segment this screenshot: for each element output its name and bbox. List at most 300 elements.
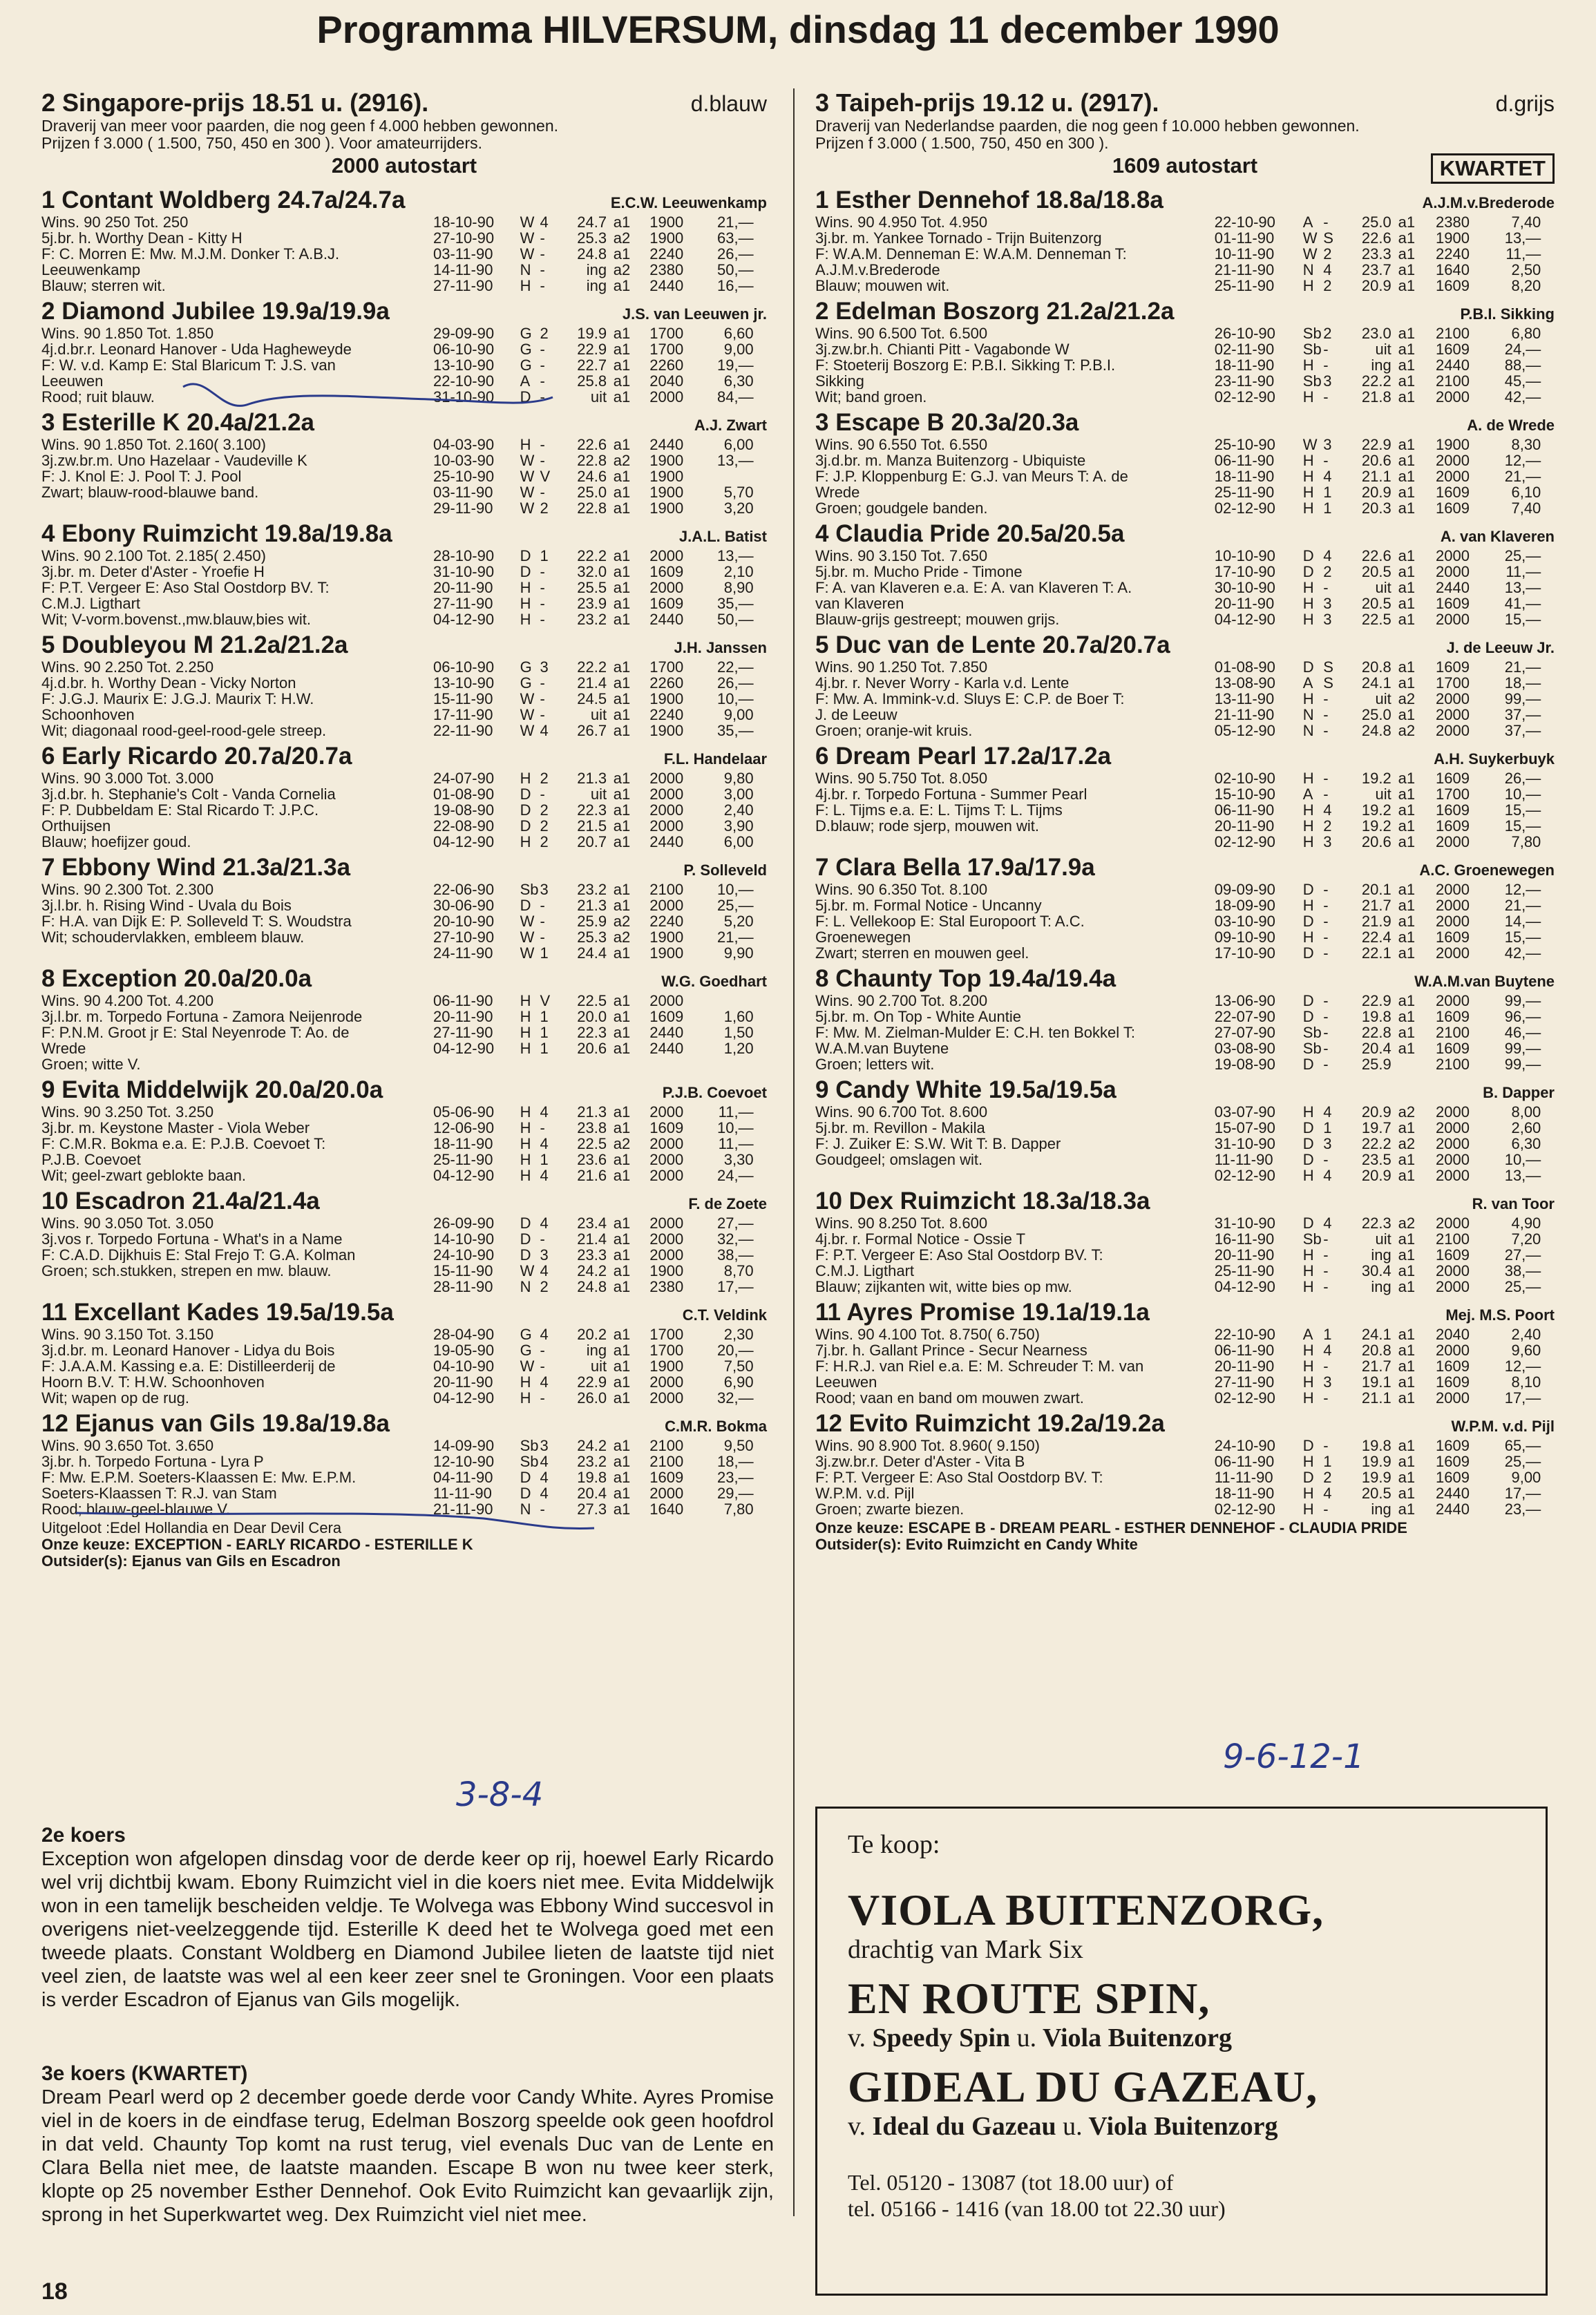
- run-place: 2: [1323, 563, 1332, 580]
- form-row: [1215, 389, 1555, 405]
- run-start: a1: [1398, 1469, 1416, 1486]
- run-date: 28-10-90: [433, 547, 495, 564]
- run-odds: [683, 468, 753, 484]
- horse-name: 10 Escadron 21.4a/21.4a: [41, 1188, 320, 1214]
- form-row: [433, 1342, 767, 1358]
- run-track: D: [1302, 563, 1314, 580]
- horse-info-line: A.J.M.v.Brederode: [815, 262, 940, 278]
- run-odds: 6,00: [723, 436, 754, 453]
- run-start: a1: [1398, 1262, 1416, 1279]
- run-start: a1: [613, 770, 631, 787]
- run-distance: 2100: [1435, 1056, 1470, 1073]
- run-date: 24-07-90: [433, 770, 495, 787]
- run-time: 19.2: [1361, 801, 1391, 819]
- run-start: a1: [1398, 770, 1416, 787]
- run-track: H: [1302, 1342, 1314, 1359]
- form-row: [1215, 452, 1555, 468]
- horse-trainer: E.C.W. Leeuwenkamp: [610, 194, 767, 211]
- run-start: a1: [1398, 1342, 1416, 1359]
- run-distance: 1609: [1435, 817, 1470, 835]
- run-start: a1: [1398, 1246, 1416, 1264]
- run-date: 19-08-90: [1214, 1056, 1275, 1073]
- run-place: 2: [1323, 325, 1332, 342]
- form-row: [433, 1263, 767, 1279]
- run-start: a1: [1398, 452, 1416, 469]
- form-row: [433, 818, 767, 834]
- run-distance: 1900: [1435, 229, 1470, 247]
- run-date: 26-09-90: [433, 1214, 495, 1232]
- run-odds: 6,80: [1511, 325, 1541, 342]
- run-distance: 2000: [1435, 944, 1470, 962]
- run-start: a1: [1398, 579, 1416, 596]
- horse-info: [41, 214, 433, 294]
- run-track: N: [1302, 722, 1314, 739]
- run-odds: 9,90: [723, 944, 754, 962]
- run-distance: 2000: [1435, 722, 1470, 739]
- run-distance: 2100: [1435, 325, 1470, 342]
- run-track: H: [1302, 817, 1314, 835]
- run-date: 26-10-90: [1214, 325, 1275, 342]
- run-time: 19.7: [1361, 1119, 1391, 1136]
- run-date: 27-10-90: [433, 229, 495, 247]
- horse-info-line: Leeuwenkamp: [41, 262, 141, 278]
- run-start: a1: [1398, 817, 1416, 835]
- form-row: [1215, 1025, 1555, 1040]
- run-track: D: [1302, 913, 1314, 930]
- run-place: 2: [540, 770, 549, 787]
- run-distance: 1609: [1435, 1469, 1470, 1486]
- run-time: 22.6: [1361, 547, 1391, 564]
- horse-header: [41, 1299, 767, 1326]
- run-track: H: [1302, 1278, 1314, 1295]
- run-distance: 2000: [649, 388, 684, 406]
- run-start: a1: [613, 277, 631, 294]
- run-track: H: [520, 1151, 531, 1168]
- run-place: 4: [1323, 1485, 1332, 1502]
- horse-info-line: F: A. van Klaveren e.a. E: A. van Klaveren T: A.: [815, 580, 1132, 596]
- horse-trainer: A.J.M.v.Brederode: [1422, 194, 1555, 211]
- horse-trainer: J. de Leeuw Jr.: [1446, 639, 1555, 656]
- form-row: [1215, 897, 1555, 913]
- run-odds: 7,40: [1511, 499, 1541, 517]
- run-date: 04-12-90: [433, 1389, 495, 1407]
- run-distance: 2000: [649, 1214, 684, 1232]
- run-odds: 7,80: [723, 1501, 754, 1518]
- form-row: [433, 611, 767, 627]
- run-time: 22.8: [1361, 1024, 1391, 1041]
- form-row: [433, 1009, 767, 1025]
- horse-name: 5 Doubleyou M 21.2a/21.2a: [41, 631, 348, 658]
- run-date: 18-11-90: [1214, 468, 1275, 485]
- form-row: [433, 1390, 767, 1406]
- run-track: G: [520, 356, 532, 374]
- run-time: uit: [590, 706, 607, 723]
- horse-info: [815, 770, 1215, 850]
- run-track: H: [520, 611, 531, 628]
- run-distance: 1900: [649, 944, 684, 962]
- horse-trainer: B. Dapper: [1483, 1084, 1555, 1101]
- run-date: 06-10-90: [433, 658, 495, 676]
- horse-form-table: [1215, 1438, 1555, 1517]
- run-place: 3: [540, 1246, 549, 1264]
- run-time: 22.3: [577, 801, 607, 819]
- form-row: [1215, 500, 1555, 516]
- page-number: 18: [41, 2278, 68, 2305]
- horse-form-table: [433, 659, 767, 739]
- run-track: G: [520, 325, 532, 342]
- run-place: 1: [1323, 1453, 1332, 1470]
- horse-header: [815, 631, 1555, 659]
- run-time: 23.9: [577, 595, 607, 612]
- run-odds: 26,—: [717, 674, 754, 692]
- form-row: [1215, 1120, 1555, 1136]
- form-row: [433, 1326, 767, 1342]
- run-time: 21.3: [577, 897, 607, 914]
- run-date: 25-11-90: [1214, 1262, 1275, 1279]
- horse-info-line: Schoonhoven: [41, 707, 135, 723]
- horse-form-table: [1215, 770, 1555, 850]
- run-place: 4: [540, 1373, 549, 1391]
- run-time: 20.2: [577, 1326, 607, 1343]
- horse-name: 1 Contant Woldberg 24.7a/24.7a: [41, 187, 406, 213]
- horse-form-table: [433, 1215, 767, 1295]
- horse-trainer: W.P.M. v.d. Pijl: [1451, 1418, 1555, 1435]
- horse-entry: [41, 1188, 767, 1295]
- run-date: 01-08-90: [433, 785, 495, 803]
- run-start: a1: [1398, 1278, 1416, 1295]
- run-start: a1: [613, 595, 631, 612]
- horse-info-line: Groen; oranje-wit kruis.: [815, 723, 973, 739]
- run-odds: 37,—: [1504, 722, 1541, 739]
- horse-info-line: F: C. Morren E: Mw. M.J.M. Donker T: A.B.J.: [41, 246, 340, 262]
- horse-info: [41, 1104, 433, 1183]
- run-distance: 1609: [1435, 499, 1470, 517]
- form-row: [1215, 1104, 1555, 1120]
- horse-body: [815, 325, 1555, 405]
- run-time: 26.0: [577, 1389, 607, 1407]
- run-time: 24.7: [577, 213, 607, 231]
- horse-body: [815, 214, 1555, 294]
- run-date: 29-11-90: [433, 499, 493, 517]
- run-start: a1: [613, 785, 631, 803]
- run-place: V: [540, 992, 551, 1009]
- run-date: 05-12-90: [1214, 722, 1275, 739]
- run-start: a1: [613, 1501, 631, 1518]
- run-track: D: [1302, 944, 1314, 962]
- run-place: -: [540, 1230, 545, 1248]
- run-odds: 15,—: [1504, 801, 1541, 819]
- horse-name: 3 Escape B 20.3a/20.3a: [815, 409, 1079, 436]
- run-place: -: [540, 388, 545, 406]
- kwartet-badge: KWARTET: [1431, 153, 1555, 184]
- horse-info-line: Rood; vaan en band om mouwen zwart.: [815, 1390, 1084, 1406]
- horse-name: 2 Diamond Jubilee 19.9a/19.9a: [41, 298, 390, 325]
- run-distance: 2000: [1435, 1151, 1470, 1168]
- run-place: 3: [540, 1437, 549, 1454]
- run-time: 20.7: [577, 833, 607, 850]
- run-distance: 2000: [1435, 611, 1470, 628]
- run-odds: 24,—: [717, 1167, 754, 1184]
- run-distance: 1609: [649, 1119, 684, 1136]
- run-date: 22-10-90: [433, 372, 495, 390]
- run-start: a1: [613, 436, 631, 453]
- run-distance: 2000: [1435, 1278, 1470, 1295]
- horse-entry: [41, 965, 767, 1072]
- run-start: a1: [1398, 913, 1416, 930]
- horse-info-line: Leeuwen: [41, 373, 104, 389]
- run-track: W: [1302, 229, 1318, 247]
- run-track: W: [520, 484, 535, 501]
- run-place: -: [540, 484, 545, 501]
- run-place: -: [540, 785, 545, 803]
- run-time: 19.9: [1361, 1453, 1391, 1470]
- run-date: 06-10-90: [433, 341, 495, 358]
- run-start: a1: [613, 1453, 631, 1470]
- run-time: 21.8: [1361, 388, 1391, 406]
- run-start: a1: [1398, 881, 1416, 898]
- horse-name: 11 Ayres Promise 19.1a/19.1a: [815, 1299, 1150, 1326]
- horse-info-line: 3j.zw.br.m. Uno Hazelaar - Vaudeville K: [41, 452, 307, 468]
- horse-body: [41, 325, 767, 405]
- run-distance: 2000: [649, 579, 684, 596]
- horse-info: [41, 659, 433, 739]
- horse-info-line: Wins. 90 1.850 Tot. 2.160( 3.100): [41, 437, 266, 452]
- run-odds: 25,—: [1504, 1278, 1541, 1295]
- run-place: 3: [1323, 372, 1332, 390]
- run-time: 24.8: [577, 1278, 607, 1295]
- horse-info-line: Hoorn B.V. T: H.W. Schoonhoven: [41, 1374, 265, 1390]
- run-date: 04-10-90: [433, 1357, 495, 1375]
- run-odds: [683, 993, 753, 1009]
- run-date: 02-10-90: [1214, 770, 1275, 787]
- horse-info-line: F: P.N.M. Groot jr E: Stal Neyenrode T: Ao. de: [41, 1025, 350, 1040]
- run-odds: 35,—: [717, 722, 754, 739]
- run-start: a1: [1398, 436, 1416, 453]
- run-distance: 1609: [1435, 801, 1470, 819]
- horse-info-line: J. de Leeuw: [815, 707, 897, 723]
- run-place: 4: [1323, 1214, 1332, 1232]
- run-place: 4: [540, 1469, 549, 1486]
- run-place: 3: [540, 658, 549, 676]
- run-odds: 84,—: [717, 388, 754, 406]
- run-time: 22.2: [577, 658, 607, 676]
- run-odds: 18,—: [717, 1453, 754, 1470]
- run-date: 02-12-90: [1214, 499, 1275, 517]
- run-place: 4: [1323, 468, 1332, 485]
- horse-info-line: Wins. 90 3.000 Tot. 3.000: [41, 770, 214, 786]
- run-odds: 6,30: [1511, 1135, 1541, 1152]
- horse-info-line: Blauw; sterren wit.: [41, 278, 166, 294]
- run-place: 4: [540, 1453, 549, 1470]
- horse-name: 4 Ebony Ruimzicht 19.8a/19.8a: [41, 520, 392, 547]
- run-start: a1: [613, 325, 631, 342]
- run-date: 09-10-90: [1214, 928, 1275, 946]
- run-start: a1: [1398, 674, 1416, 692]
- run-place: 4: [1323, 801, 1332, 819]
- run-time: 21.3: [577, 770, 607, 787]
- run-track: H: [1302, 388, 1314, 406]
- run-place: 1: [540, 1008, 549, 1025]
- run-date: 29-09-90: [433, 325, 495, 342]
- horse-info-line: 5j.br. m. On Top - White Auntie: [815, 1009, 1021, 1025]
- horse-header: [41, 298, 767, 325]
- run-time: 20.0: [577, 1008, 607, 1025]
- run-time: 25.3: [577, 229, 607, 247]
- run-track: Sb: [520, 1437, 539, 1454]
- run-start: a1: [1398, 547, 1416, 564]
- run-time: 25.9: [1361, 1056, 1391, 1073]
- run-start: a1: [1398, 801, 1416, 819]
- form-row: [1215, 1231, 1555, 1247]
- run-date: 12-06-90: [433, 1119, 495, 1136]
- horse-name: 11 Excellant Kades 19.5a/19.5a: [41, 1299, 394, 1326]
- run-date: 22-11-90: [433, 722, 493, 739]
- horse-name: 6 Early Ricardo 20.7a/20.7a: [41, 743, 352, 770]
- run-odds: 50,—: [717, 611, 754, 628]
- run-odds: 6,60: [723, 325, 754, 342]
- run-start: a2: [1398, 722, 1416, 739]
- horse-info-line: 7j.br. h. Gallant Prince - Secur Nearness: [815, 1342, 1087, 1358]
- run-distance: 2000: [1435, 563, 1470, 580]
- run-place: 1: [540, 547, 549, 564]
- horse-info-line: Wins. 90 2.100 Tot. 2.185( 2.450): [41, 548, 266, 564]
- run-odds: 17,—: [717, 1278, 754, 1295]
- form-row: [1215, 1374, 1555, 1390]
- run-start: a1: [1398, 563, 1416, 580]
- run-start: a1: [613, 388, 631, 406]
- horse-form-table: [1215, 659, 1555, 739]
- run-start: a1: [613, 658, 631, 676]
- horse-trainer: Mej. M.S. Poort: [1445, 1306, 1555, 1324]
- run-start: a1: [1398, 484, 1416, 501]
- run-place: -: [540, 1357, 545, 1375]
- horse-info: [41, 882, 433, 961]
- run-date: 20-10-90: [433, 913, 495, 930]
- run-time: 25.0: [1361, 213, 1391, 231]
- run-distance: 1900: [649, 213, 684, 231]
- run-track: N: [1302, 261, 1314, 278]
- run-time: 24.1: [1361, 1326, 1391, 1343]
- horse-entry: [815, 187, 1555, 294]
- run-date: 03-10-90: [1214, 913, 1275, 930]
- run-odds: 3,00: [723, 785, 754, 803]
- run-time: 23.3: [1361, 245, 1391, 263]
- run-start: a1: [1398, 1151, 1416, 1168]
- run-track: D: [520, 801, 531, 819]
- horse-info-line: Wins. 90 4.200 Tot. 4.200: [41, 993, 214, 1009]
- race-color-code: d.blauw: [690, 91, 767, 116]
- run-date: 16-11-90: [1214, 1230, 1275, 1248]
- horse-entry: [815, 409, 1555, 516]
- for-sale-advertisement: [815, 1807, 1548, 2296]
- run-place: -: [1323, 1389, 1329, 1407]
- run-track: W: [520, 1262, 535, 1279]
- run-place: -: [1323, 722, 1329, 739]
- run-time: 24.8: [577, 245, 607, 263]
- run-start: a1: [1398, 277, 1416, 294]
- horse-info-line: Wins. 90 3.650 Tot. 3.650: [41, 1438, 214, 1454]
- horse-info-line: 5j.br. m. Mucho Pride - Timone: [815, 564, 1023, 580]
- run-place: -: [1323, 341, 1329, 358]
- form-row: [1215, 230, 1555, 246]
- run-place: 1: [1323, 1119, 1332, 1136]
- run-date: 02-12-90: [1214, 1389, 1275, 1407]
- horse-info-line: Wit; schoudervlakken, embleem blauw.: [41, 929, 305, 945]
- run-odds: 15,—: [1504, 928, 1541, 946]
- form-row: [433, 659, 767, 675]
- run-time: 22.7: [577, 356, 607, 374]
- form-row: [1215, 1263, 1555, 1279]
- run-start: a1: [613, 484, 631, 501]
- run-time: 21.1: [1361, 1389, 1391, 1407]
- run-start: [1398, 1056, 1425, 1072]
- run-track: D: [520, 1485, 531, 1502]
- run-distance: 1700: [649, 658, 684, 676]
- run-time: 20.5: [1361, 595, 1391, 612]
- run-time: uit: [1375, 785, 1391, 803]
- run-odds: 22,—: [717, 658, 754, 676]
- run-date: 20-11-90: [1214, 1246, 1275, 1264]
- run-distance: 1900: [649, 468, 684, 485]
- run-time: ing: [586, 1342, 607, 1359]
- horse-info: [815, 1104, 1215, 1183]
- form-row: [433, 1120, 767, 1136]
- run-odds: 37,—: [1504, 706, 1541, 723]
- run-odds: 63,—: [717, 229, 754, 247]
- run-odds: 5,20: [723, 913, 754, 930]
- run-place: 2: [540, 833, 549, 850]
- form-row: [1215, 659, 1555, 675]
- run-track: D: [1302, 1469, 1314, 1486]
- run-track: H: [520, 1040, 531, 1057]
- horse-info-line: Wit; diagonaal rood-geel-rood-gele streep.: [41, 723, 327, 739]
- run-time: 20.4: [1361, 1040, 1391, 1057]
- race-title: 3 Taipeh-prijs 19.12 u. (2917).: [815, 88, 1159, 117]
- run-date: 10-10-90: [1214, 547, 1275, 564]
- run-odds: 46,—: [1504, 1024, 1541, 1041]
- horse-info: [815, 1326, 1215, 1406]
- run-time: uit: [590, 785, 607, 803]
- horse-body: [41, 770, 767, 850]
- run-time: uit: [1375, 579, 1391, 596]
- horse-info-line: F: H.A. van Dijk E: P. Solleveld T: S. Woudstra: [41, 913, 352, 929]
- run-start: a1: [1398, 341, 1416, 358]
- run-time: 24.2: [577, 1437, 607, 1454]
- run-time: uit: [1375, 341, 1391, 358]
- form-row: [1215, 945, 1555, 961]
- run-distance: 2000: [649, 1389, 684, 1407]
- run-start: a1: [613, 992, 631, 1009]
- run-odds: 18,—: [1504, 674, 1541, 692]
- run-odds: 21,—: [717, 928, 754, 946]
- horse-header: [815, 409, 1555, 437]
- run-date: 13-10-90: [433, 356, 495, 374]
- run-distance: 1609: [1435, 341, 1470, 358]
- run-odds: 8,00: [1511, 1103, 1541, 1121]
- run-start: a1: [1398, 1024, 1416, 1041]
- horse-form-table: [1215, 437, 1555, 516]
- race-2-column: [41, 88, 767, 1570]
- horse-info-line: F: J.G.J. Maurix E: J.G.J. Maurix T: H.W.: [41, 691, 314, 707]
- run-time: 25.5: [577, 579, 607, 596]
- run-date: 18-10-90: [433, 213, 495, 231]
- run-place: 4: [1323, 547, 1332, 564]
- run-odds: 14,—: [1504, 913, 1541, 930]
- horse-info-line: 3j.vos r. Torpedo Fortuna - What's in a Name: [41, 1231, 343, 1247]
- run-date: 28-11-90: [433, 1278, 493, 1295]
- horse-header: [41, 1188, 767, 1215]
- run-date: 13-06-90: [1214, 992, 1275, 1009]
